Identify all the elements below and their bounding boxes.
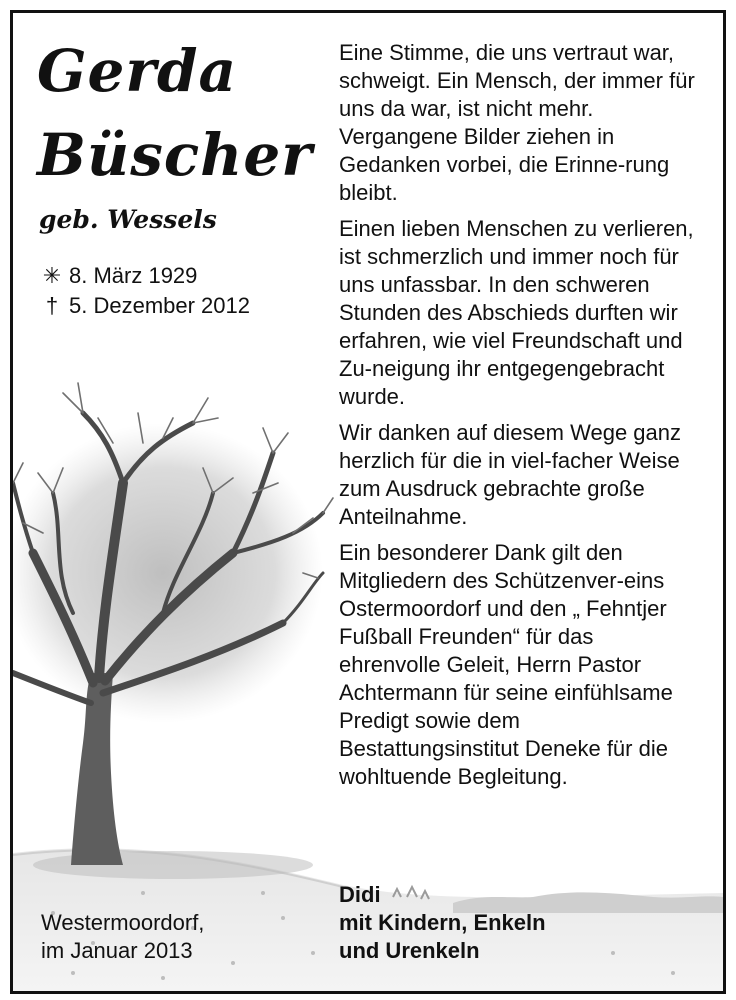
death-cross-icon: † — [45, 293, 59, 318]
death-date: 5. Dezember 2012 — [69, 293, 250, 318]
signature-line-3: und Urenkeln — [339, 938, 480, 963]
paragraph-3: Wir danken auf diesem Wege ganz herzlich für die in viel-facher Weise zum Ausdruck gebrachte große Anteilnahme. — [339, 420, 681, 529]
place-line: Westermoordorf, — [41, 910, 205, 935]
paragraph-2: Einen lieben Menschen zu verlieren, ist schmerzlich und immer noch für uns unfassbar. In den schweren Stunden des Abschieds durften wir erfahren, wie viel Freundschaft und Zu-neigung ihr entgegengebracht wurde. — [339, 216, 694, 409]
life-dates — [41, 261, 250, 321]
signature — [339, 881, 546, 965]
signature-line-1: Didi — [339, 882, 381, 907]
birth-star-icon: ✳ — [42, 263, 62, 288]
condolence-text — [339, 39, 699, 799]
signature-line-2: mit Kindern, Enkeln — [339, 910, 546, 935]
birth-line — [41, 261, 250, 291]
place-date — [41, 909, 204, 965]
obituary-card — [10, 10, 726, 994]
first-name: Gerda — [37, 37, 238, 105]
death-line — [41, 291, 250, 321]
birth-date: 8. März 1929 — [69, 263, 198, 288]
date-line: im Januar 2013 — [41, 938, 193, 963]
last-name: Büscher — [37, 121, 313, 189]
paragraph-1: Eine Stimme, die uns vertraut war, schweigt. Ein Mensch, der immer für uns da war, ist nicht mehr. Vergangene Bilder ziehen in Gedanken vorbei, die Erinne-rung bleibt. — [339, 40, 695, 205]
paragraph-4: Ein besonderer Dank gilt den Mitgliedern des Schützenver-eins Ostermoordorf und den „ Fehntjer Fußball Freunden“ für das ehrenvolle Geleit, Herrn Pastor Achtermann für seine einfühlsame Predigt sowie dem Bestattungsinstitut Deneke für die wohltuende Begleitung. — [339, 540, 673, 789]
maiden-name: geb. Wessels — [39, 205, 217, 234]
